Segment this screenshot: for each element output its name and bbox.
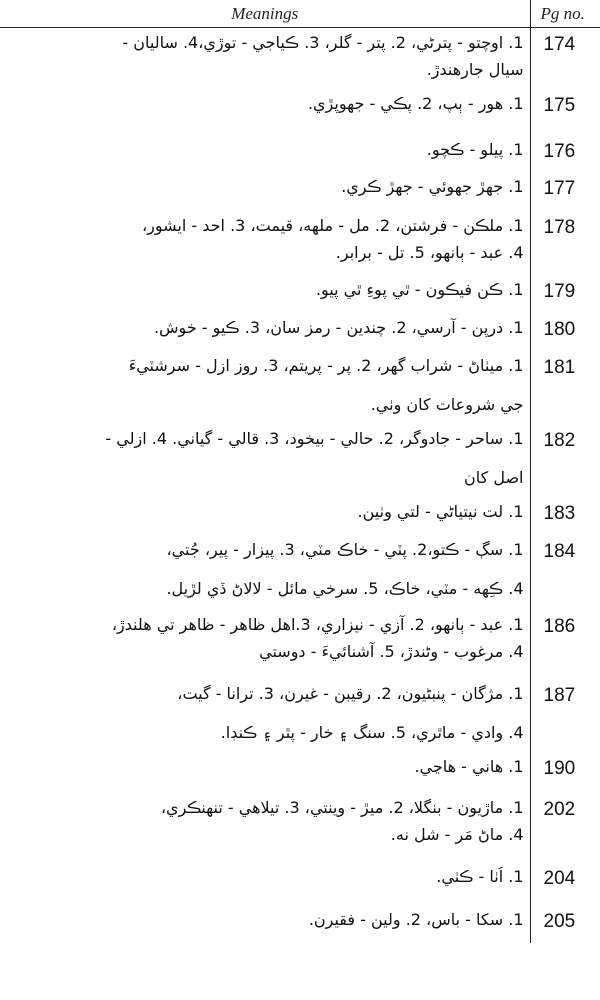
meaning-line: 1. درپن - آرسي، 2. چندين - رمز سان، 3. ڪيو - خوش. bbox=[153, 317, 524, 337]
table-row bbox=[0, 351, 600, 424]
meaning-cell bbox=[0, 905, 530, 943]
page-number: 205 bbox=[543, 910, 576, 932]
table-row bbox=[0, 172, 600, 211]
page-number: 179 bbox=[543, 280, 576, 302]
meaning-line: 1. ساحر - جادوگر، 2. حالي - بيخود، 3. قالي - گياني. 4. ازلي - bbox=[105, 428, 524, 448]
meaning-line: 1. جهڙ جهوئي - جهڙ ڪري. bbox=[341, 176, 524, 196]
table-row bbox=[0, 28, 600, 89]
meaning-line: 1. اوچتو - پترڻي، 2. پتر - گلر، 3. ڪياجي - توڙي،4. ساليان - bbox=[122, 33, 524, 52]
meaning-line: 1. عبد - ٻانهو، 2. آزي - نيزاري، 3.اهل ظاهر - ظاهر تي هلندڙ، bbox=[111, 614, 524, 634]
meaning-line: 1. ڪن فيڪون - ٿي پوءِ ٿي پيو. bbox=[315, 279, 524, 299]
meaning-cell bbox=[0, 275, 530, 313]
meaning-line: 4. ماڻ مَر - شل نه. bbox=[390, 824, 524, 844]
meaning-line: 1. مژگان - پنبڻيون، 2. رقيبن - غيرن، 3. ترانا - گيت، bbox=[177, 683, 524, 703]
meaning-cell bbox=[0, 862, 530, 905]
meaning-line: 1. هور - ٻپ، 2. پڪي - جهوپڙي. bbox=[307, 93, 524, 113]
table-row bbox=[0, 610, 600, 679]
table-row bbox=[0, 793, 600, 862]
page-number: 180 bbox=[543, 318, 576, 340]
meaning-cell bbox=[0, 135, 530, 172]
meaning-cell bbox=[0, 793, 530, 862]
meaning-line: 4. عبد - ٻانهو، 5. تل - برابر. bbox=[335, 242, 524, 262]
table-row bbox=[0, 535, 600, 610]
meaning-line: جي شروعات کان وٺي. bbox=[370, 394, 524, 414]
meaning-line: 1. ملڪن - فرشتن، 2. مل - ملهه، قيمت، 3. احد - ايشور، bbox=[141, 215, 524, 235]
meaning-cell bbox=[0, 610, 530, 679]
meaning-line: 1. پيلو - ڪچو. bbox=[426, 139, 524, 159]
meaning-line: 1. سکا - باس، 2. ولين - فقيرن. bbox=[308, 909, 524, 929]
meaning-cell bbox=[0, 679, 530, 752]
page-number-column-header: Pg no. bbox=[530, 0, 600, 28]
meaning-line: اصل کان bbox=[464, 467, 524, 487]
meaning-cell bbox=[0, 351, 530, 424]
table-row bbox=[0, 211, 600, 275]
meaning-line: 1. لت نيتياڻي - لتي وٺين. bbox=[357, 501, 524, 521]
table-row bbox=[0, 905, 600, 943]
meaning-cell bbox=[0, 497, 530, 535]
page-number: 186 bbox=[543, 615, 576, 637]
page-number: 174 bbox=[543, 34, 576, 55]
meaning-line: 4. مرغوب - وڻندڙ، 5. آشنائيءَ - دوستي bbox=[259, 641, 524, 661]
table-row bbox=[0, 752, 600, 793]
table-row bbox=[0, 862, 600, 905]
meaning-cell bbox=[0, 535, 530, 610]
meaning-line: 4. ڪِهه - مٽي، خاڪ، 5. سرخي مائل - لالاڻ ڏي لڙيل. bbox=[166, 578, 524, 598]
meaning-line: 1. سڳ - ڪتو،2. پٽي - خاڪ مٽي، 3. پيزار - پير، جُتي، bbox=[166, 539, 524, 559]
meaning-cell bbox=[0, 313, 530, 351]
page-number: 176 bbox=[543, 140, 576, 162]
meaning-line: 1. اُٺا - ڪٺي. bbox=[436, 866, 524, 886]
table-row bbox=[0, 424, 600, 497]
page-number: 202 bbox=[543, 798, 576, 820]
meanings-column-header: Meanings bbox=[0, 0, 530, 28]
page-number: 181 bbox=[543, 356, 576, 378]
meaning-cell bbox=[0, 424, 530, 497]
table-row bbox=[0, 313, 600, 351]
page-number: 190 bbox=[543, 757, 576, 779]
meaning-cell bbox=[0, 211, 530, 275]
table-row bbox=[0, 679, 600, 752]
meaning-line: سيال جارهندڙ. bbox=[426, 60, 524, 79]
table-row bbox=[0, 497, 600, 535]
meaning-cell bbox=[0, 89, 530, 135]
page-number: 204 bbox=[543, 867, 576, 889]
table-header-row bbox=[0, 0, 600, 28]
page-number: 175 bbox=[543, 94, 576, 116]
meaning-cell bbox=[0, 172, 530, 211]
page-number: 178 bbox=[543, 216, 576, 238]
meaning-line: 1. ميٺاڻ - شراب گهر، 2. پر - پريتم، 3. روز ازل - سرشٽيءَ bbox=[128, 355, 524, 375]
meaning-line: 1. هاني - هاڃي. bbox=[414, 756, 524, 776]
page-number: 177 bbox=[543, 177, 576, 199]
glossary-rows bbox=[0, 28, 600, 943]
table-row bbox=[0, 275, 600, 313]
meaning-cell bbox=[0, 28, 530, 89]
page-number: 184 bbox=[543, 540, 576, 562]
page-number: 187 bbox=[543, 684, 576, 706]
meaning-line: 4. وادي - ماٿري، 5. سنگ ۽ خار - پٿر ۽ ڪنڊا. bbox=[220, 722, 524, 742]
meaning-line: 1. ماڙيون - بنگلا، 2. ميڙ - وينتي، 3. تيلاهي - تنهنڪري، bbox=[160, 797, 524, 817]
page-number: 182 bbox=[543, 429, 576, 451]
meaning-cell bbox=[0, 752, 530, 793]
table-row bbox=[0, 135, 600, 172]
table-row bbox=[0, 89, 600, 135]
page-number: 183 bbox=[543, 502, 576, 524]
